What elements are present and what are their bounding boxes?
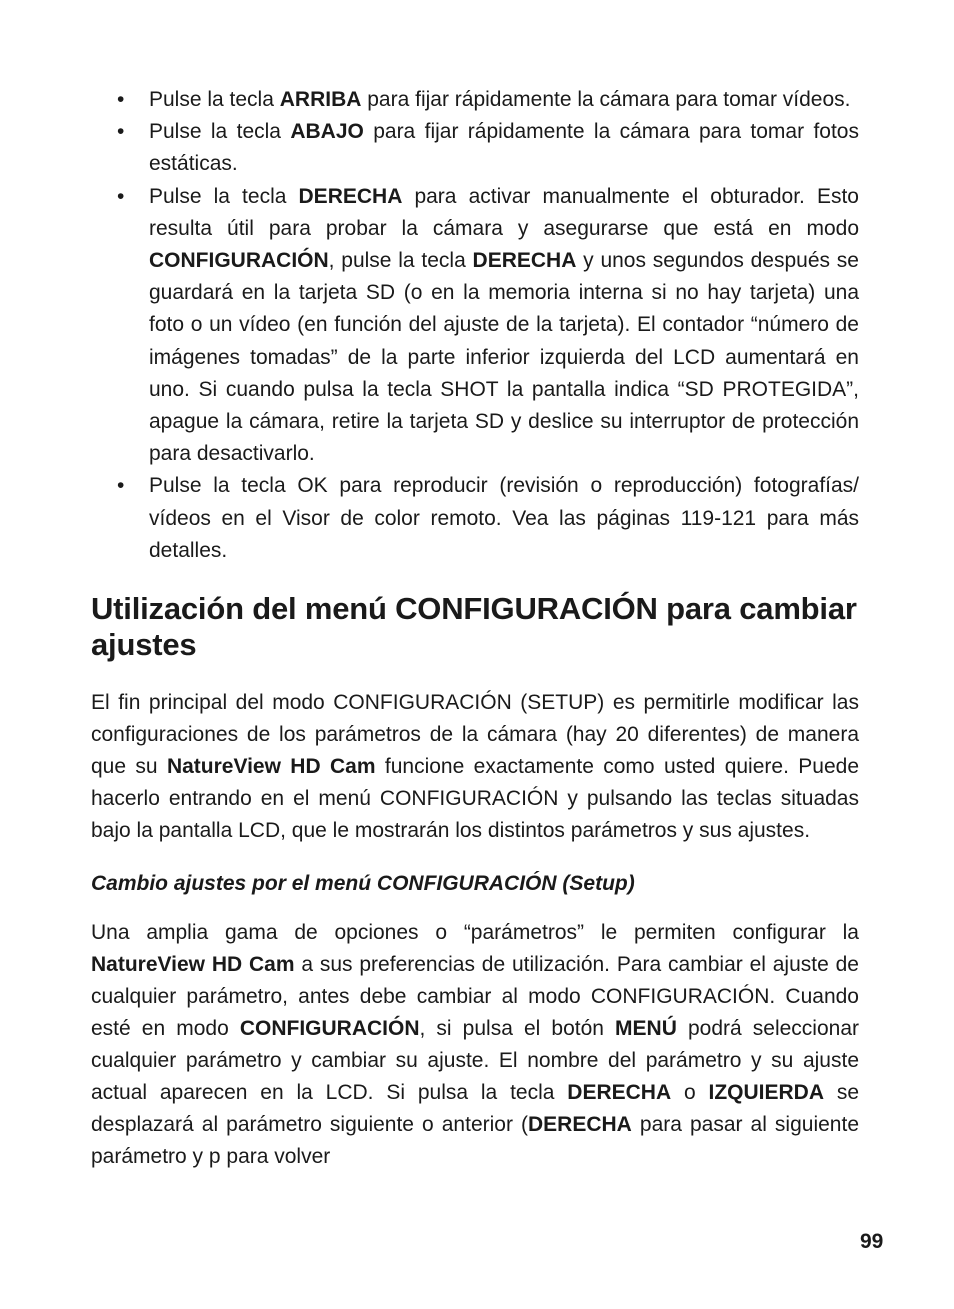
bold-text-run: NatureView HD Cam: [166, 755, 376, 779]
bullet-icon: •: [117, 88, 125, 111]
intro-paragraph: [91, 687, 859, 847]
page-number: 99: [860, 1230, 884, 1253]
bold-text-run: IZQUIERDA: [708, 1081, 824, 1105]
subsection-heading: Cambio ajustes por el menú CONFIGURACIÓN (Setup): [91, 872, 635, 896]
text-run: podrá seleccionar cualquier parámetro y cambiar su ajuste. El nombre del parámetro y su ajuste actual aparecen en la LCD. Si pulsa la tecla: [91, 1017, 859, 1105]
text-run: , pulse la tecla: [328, 249, 473, 273]
bold-text-run: ARRIBA: [279, 88, 362, 111]
text-run: y unos segundos después se guardará en la tarjeta SD (o en la memoria interna si no hay tarjeta) una foto o un vídeo (en función del ajuste de la tarjeta). El contador “número de imágenes tomadas” de la parte inferior izquierda del LCD aumentará en uno. Si cuando pulsa la tecla SHOT la pantalla indica “SD PROTEGIDA”, apague la cámara, retire la tarjeta SD y deslice su interruptor de protección para desactivarlo.: [149, 249, 859, 466]
text-run: se desplazará al parámetro siguiente o anterior (: [91, 1081, 860, 1137]
document-page: [91, 84, 859, 1173]
text-run: para fijar rápidamente la cámara para tomar fotos estáticas.: [149, 120, 859, 176]
bullet-text: [149, 470, 859, 567]
text-run: Pulse la tecla: [149, 120, 291, 144]
text-run: El fin principal del modo CONFIGURACIÓN (SETUP) es permitirle modificar las configuraciones de los parámetros de la cámara (hay 20 diferentes) de manera que su: [91, 691, 859, 779]
bold-text-run: DERECHA: [567, 1081, 672, 1105]
bullet-text: [149, 84, 859, 116]
bold-text-run: NatureView HD Cam: [91, 953, 295, 977]
bullet-item-arriba: [91, 84, 859, 116]
bullet-text: [149, 181, 859, 471]
text-run: Pulse la tecla OK para reproducir (revisión o reproducción) fotografías/ vídeos en el Visor de color remoto. Vea las páginas 119-121 para más detalles.: [149, 474, 859, 562]
text-run: o: [671, 1081, 709, 1105]
bullet-icon: •: [117, 184, 125, 208]
text-run: Pulse la tecla: [149, 184, 299, 208]
bullet-icon: •: [117, 474, 125, 498]
text-run: para pasar al siguiente parámetro y p para volver: [91, 1113, 859, 1169]
bullet-item-abajo: [91, 116, 859, 180]
text-run: , si pulsa el botón: [419, 1017, 616, 1041]
text-run: funcione exactamente como usted quiere. Puede hacerlo entrando en el menú CONFIGURACIÓN y pulsando las teclas situadas bajo la pantalla LCD, que le mostrarán los distintos parámetros y sus ajustes.: [91, 755, 859, 843]
bullet-icon: •: [117, 120, 125, 144]
bold-text-run: DERECHA: [472, 249, 577, 273]
text-run: para fijar rápidamente la cámara para tomar vídeos.: [361, 88, 851, 111]
bold-text-run: DERECHA: [528, 1113, 632, 1137]
bold-text-run: MENÚ: [615, 1017, 677, 1041]
bold-text-run: ABAJO: [290, 120, 364, 144]
bullet-text: [149, 116, 859, 180]
bullet-item-ok: [91, 470, 859, 567]
text-run: Una amplia gama de opciones o “parámetros” le permiten configurar la: [91, 921, 859, 945]
body-paragraph: [91, 917, 859, 1173]
bold-text-run: CONFIGURACIÓN: [149, 249, 329, 273]
bold-text-run: CONFIGURACIÓN: [239, 1017, 420, 1041]
text-run: para activar manualmente el obturador. Esto resulta útil para probar la cámara y asegurarse que está en modo: [149, 184, 859, 240]
bullet-list: [91, 84, 859, 567]
bold-text-run: DERECHA: [298, 184, 403, 208]
text-run: Pulse la tecla: [149, 88, 280, 111]
bullet-item-derecha: [91, 181, 859, 471]
section-heading: Utilización del menú CONFIGURACIÓN para cambiar ajustes: [91, 591, 857, 663]
text-run: a sus preferencias de utilización. Para cambiar el ajuste de cualquier parámetro, antes debe cambiar al modo CONFIGURACIÓN. Cuando esté en modo: [91, 953, 859, 1041]
